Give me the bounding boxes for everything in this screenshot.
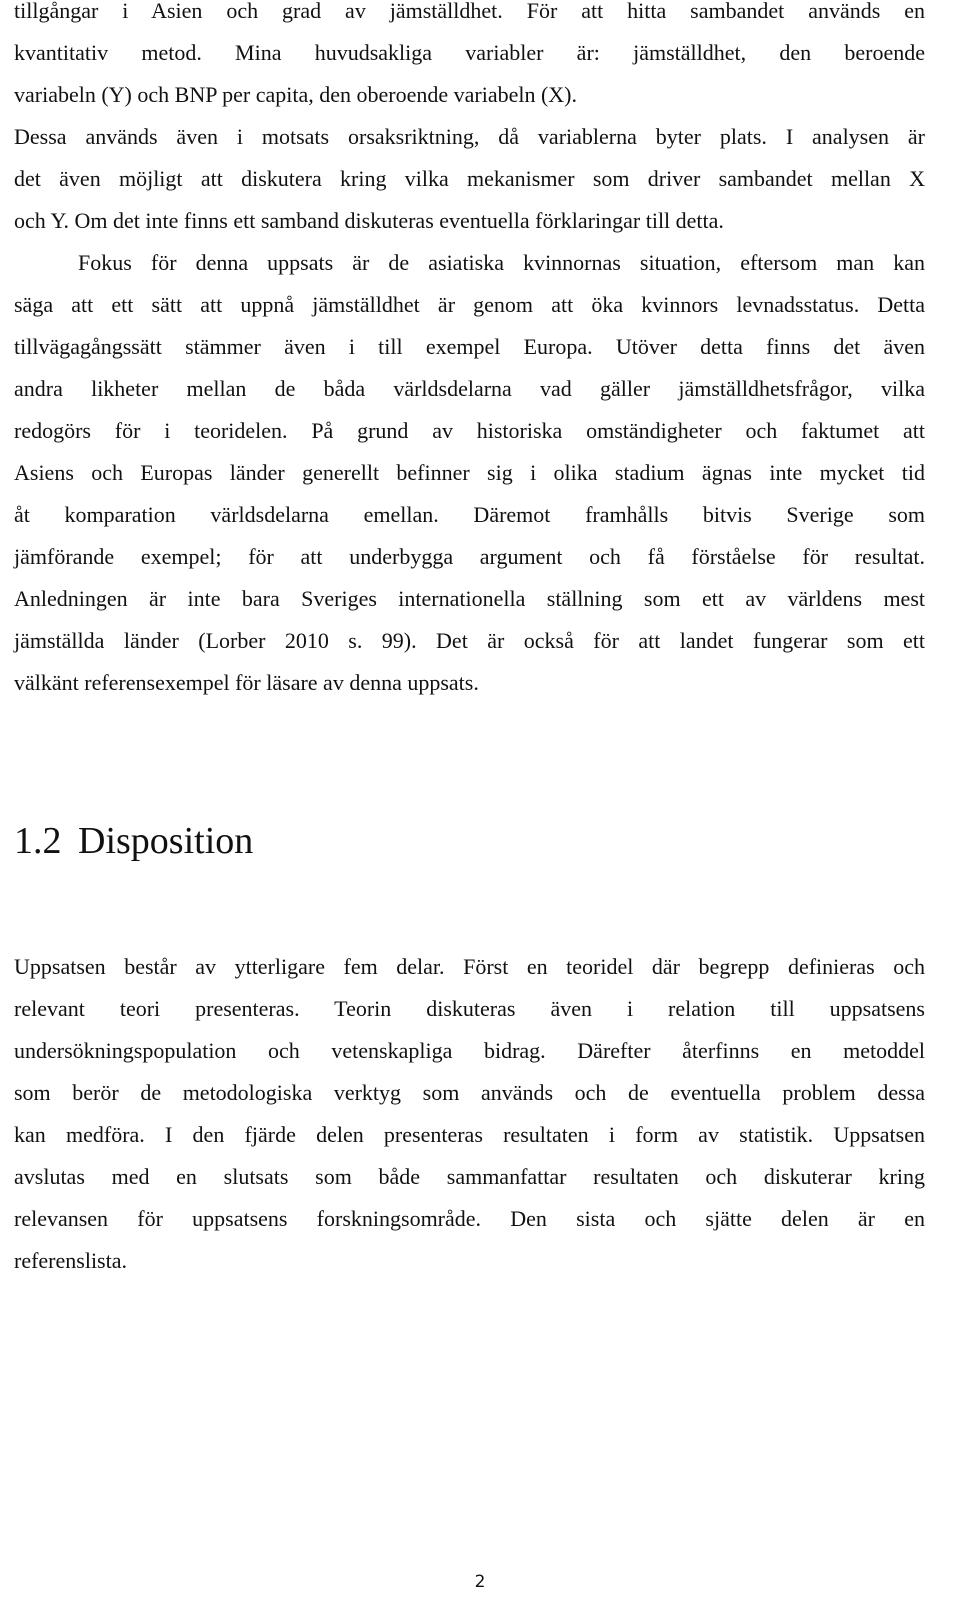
text-line: referenslista. [14, 1248, 127, 1273]
text-line: tillgångar i Asien och grad av jämställdhet. För att hitta sambandet används en [14, 0, 925, 23]
text-line: säga att ett sätt att uppnå jämställdhet är genom att öka kvinnors levnadsstatus. Detta [14, 292, 925, 317]
text-line: jämställda länder (Lorber 2010 s. 99). Det är också för att landet fungerar som ett [14, 628, 925, 653]
text-line: undersökningspopulation och vetenskapliga bidrag. Därefter återfinns en metoddel [14, 1038, 925, 1063]
section-number: 1.2 [14, 820, 62, 862]
text-line: kan medföra. I den fjärde delen presenteras resultaten i form av statistik. Uppsatsen [14, 1122, 925, 1147]
text-line: Anledningen är inte bara Sveriges internationella ställning som ett av världens mest [14, 586, 925, 611]
text-line: välkänt referensexempel för läsare av denna uppsats. [14, 670, 479, 695]
text-line: åt komparation världsdelarna emellan. Däremot framhålls bitvis Sverige som [14, 502, 925, 527]
text-line: som berör de metodologiska verktyg som används och de eventuella problem dessa [14, 1080, 925, 1105]
text-line: Fokus för denna uppsats är de asiatiska kvinnornas situation, eftersom man kan [78, 250, 925, 275]
page-number: 2 [474, 1572, 486, 1592]
text-line: relevansen för uppsatsens forskningsområde. Den sista och sjätte delen är en [14, 1206, 925, 1231]
text-line: det även möjligt att diskutera kring vilka mekanismer som driver sambandet mellan X [14, 166, 925, 191]
section-heading [14, 816, 253, 866]
text-line: andra likheter mellan de båda världsdelarna vad gäller jämställdhetsfrågor, vilka [14, 376, 925, 401]
text-line: avslutas med en slutsats som både sammanfattar resultaten och diskuterar kring [14, 1164, 925, 1189]
text-line: Asiens och Europas länder generellt befinner sig i olika stadium ägnas inte mycket tid [14, 460, 925, 485]
text-line: tillvägagångssätt stämmer även i till exempel Europa. Utöver detta finns det även [14, 334, 925, 359]
text-line: redogörs för i teoridelen. På grund av historiska omständigheter och faktumet att [14, 418, 925, 443]
text-line: Dessa används även i motsats orsaksriktning, då variablerna byter plats. I analysen är [14, 124, 925, 149]
paragraph-block-intro [14, 0, 925, 704]
text-line: kvantitativ metod. Mina huvudsakliga variabler är: jämställdhet, den beroende [14, 40, 925, 65]
text-line: variabeln (Y) och BNP per capita, den oberoende variabeln (X). [14, 82, 578, 107]
text-line: relevant teori presenteras. Teorin diskuteras även i relation till uppsatsens [14, 996, 925, 1021]
text-line: Uppsatsen består av ytterligare fem delar. Först en teoridel där begrepp definieras och [14, 954, 925, 979]
text-line: och Y. Om det inte finns ett samband diskuteras eventuella förklaringar till detta. [14, 208, 724, 233]
section-title: Disposition [78, 820, 254, 862]
text-line: jämförande exempel; för att underbygga argument och få förståelse för resultat. [14, 544, 925, 569]
paragraph-block-disposition [14, 946, 925, 1282]
